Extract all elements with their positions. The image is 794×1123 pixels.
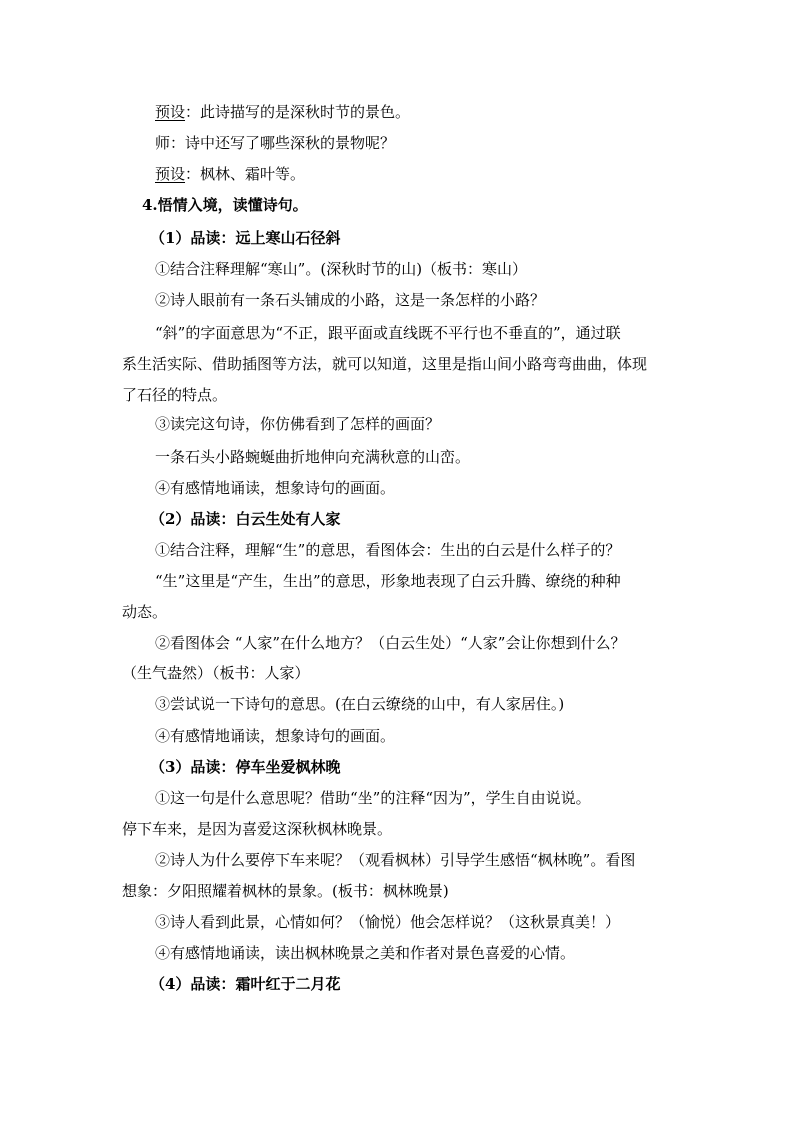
text-line: 一条石头小路蜿蜒曲折地伸向充满秋意的山峦。	[155, 448, 471, 466]
subsection-heading: （4）品读：霜叶红于二月花	[150, 975, 341, 993]
text-line: ③尝试说一下诗句的意思。(在白云缭绕的山中，有人家居住。)	[155, 695, 565, 713]
text-line: ③读完这句诗，你仿佛看到了怎样的画面？	[155, 415, 441, 433]
text-line: ②诗人眼前有一条石头铺成的小路，这是一条怎样的小路？	[155, 291, 546, 309]
text-line: 动态。	[122, 603, 168, 621]
text-line: ②诗人为什么要停下车来呢？（观看枫林）引导学生感悟“枫林晚”。看图	[155, 851, 636, 869]
label-preset: 预设	[155, 103, 186, 121]
text-line: 系生活实际、借助插图等方法，就可以知道，这里是指山间小路弯弯曲曲，体现	[122, 355, 648, 373]
text-line: ①结合注释理解“寒山”。(深秋时节的山)（板书：寒山）	[155, 260, 528, 278]
text-line: ④有感情地诵读，读出枫林晚景之美和作者对景色喜爱的心情。	[155, 944, 576, 962]
text-line: 想象：夕阳照耀着枫林的景象。(板书：枫林晚景)	[122, 882, 449, 900]
subsection-heading: （2）品读：白云生处有人家	[150, 510, 341, 528]
text-line: “斜”的字面意思为“不正，跟平面或直线既不平行也不垂直的”，通过联	[155, 324, 621, 342]
text-line: ②看图体会 “人家”在什么地方？（白云生处）“人家”会让你想到什么？	[155, 634, 626, 652]
text-line: 预设：此诗描写的是深秋时节的景色。	[155, 103, 411, 121]
text-line: ④有感情地诵读，想象诗句的画面。	[155, 479, 396, 497]
text-line: ①这一句是什么意思呢？借助“坐”的注释“因为”，学生自由说说。	[155, 789, 591, 807]
section-heading: 4.悟情入境，读懂诗句。	[142, 196, 308, 214]
text-line: （生气盎然）（板书：人家）	[122, 664, 310, 682]
text-line: ③诗人看到此景，心情如何？（愉悦）他会怎样说？（这秋景真美！）	[155, 913, 621, 931]
subsection-heading: （3）品读：停车坐爱枫林晚	[150, 758, 341, 776]
text-line: 师：诗中还写了哪些深秋的景物呢？	[155, 134, 396, 152]
text-line: “生”这里是“产生，生出”的意思，形象地表现了白云升腾、缭绕的种种	[155, 572, 621, 590]
label-preset: 预设	[155, 165, 186, 183]
text-line: 预设：枫林、霜叶等。	[155, 165, 306, 183]
text-line: ①结合注释，理解“生”的意思，看图体会：生出的白云是什么样子的？	[155, 541, 621, 559]
text-line: 停下车来，是因为喜爱这深秋枫林晚景。	[122, 820, 393, 838]
subsection-heading: （1）品读：远上寒山石径斜	[150, 229, 341, 247]
text-line: ④有感情地诵读，想象诗句的画面。	[155, 727, 396, 745]
text-line: 了石径的特点。	[122, 386, 228, 404]
